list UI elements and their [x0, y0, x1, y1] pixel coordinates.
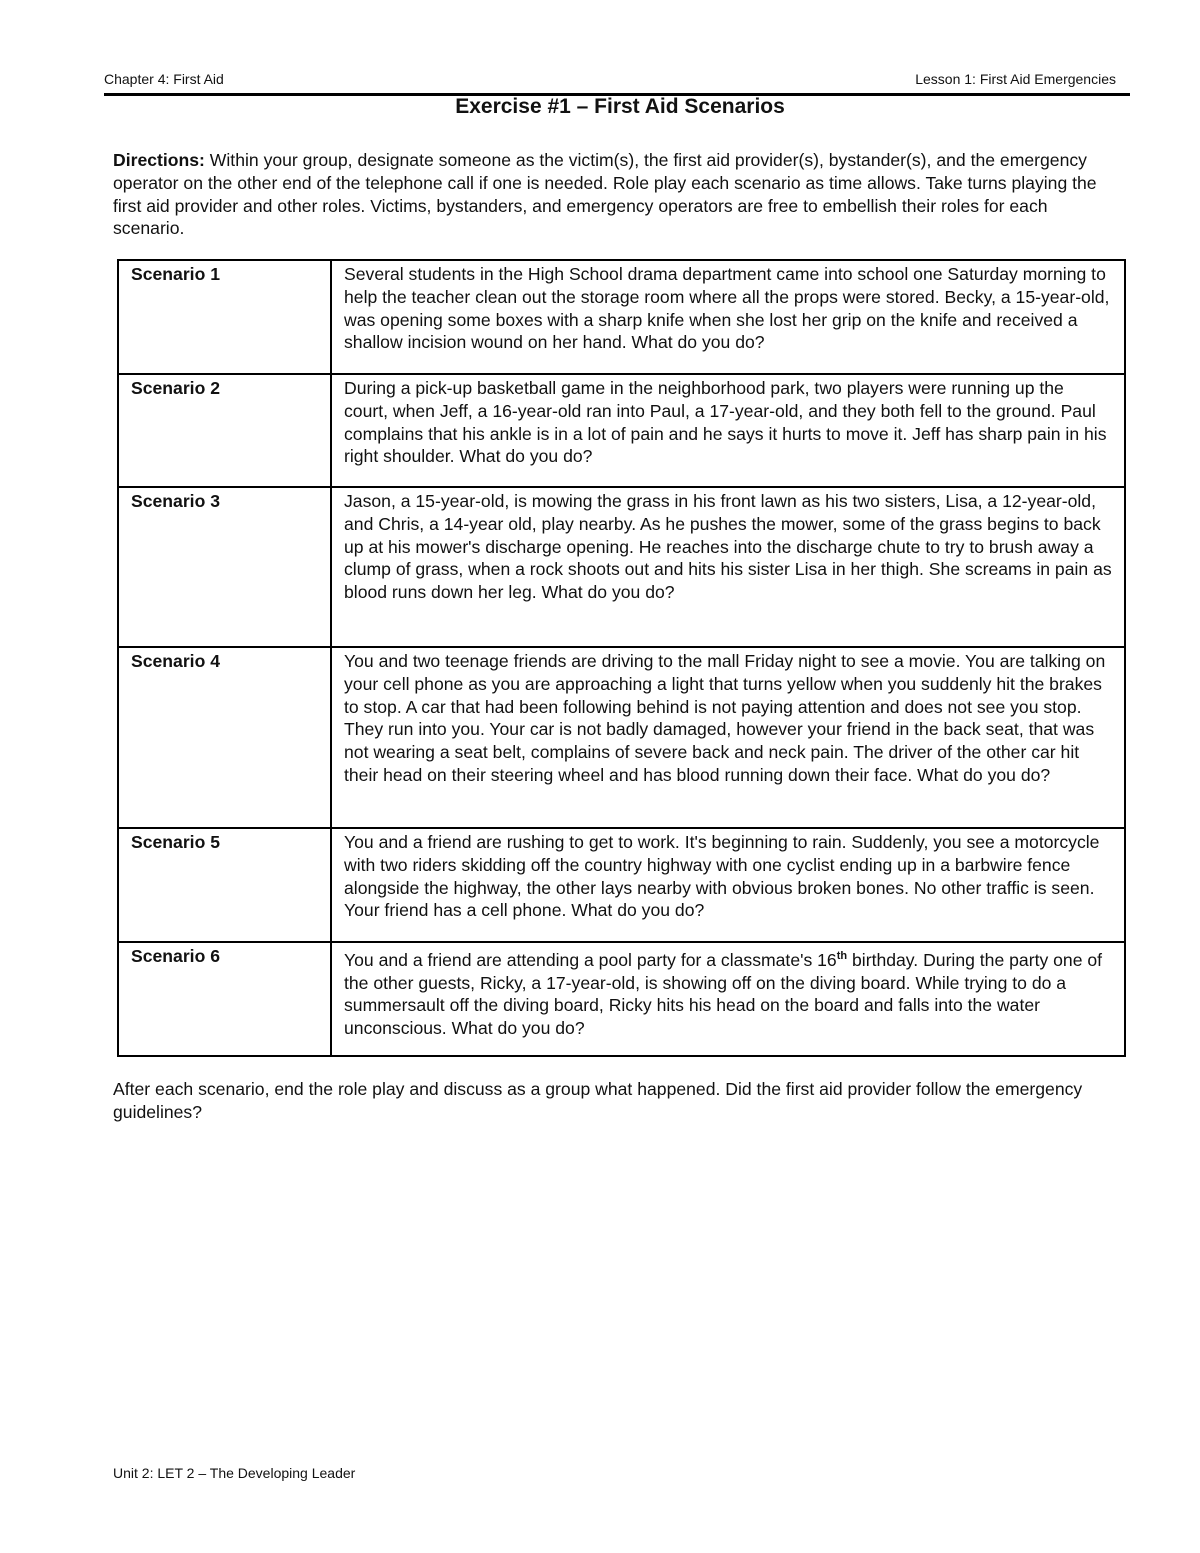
table-row — [118, 260, 1125, 374]
table-row — [118, 828, 1125, 942]
scenario-text-after: birthday. During the party one of the other guests, Ricky, a 17-year-old, is showing off on the diving board. While trying to do a summersault off the diving board, Ricky hits his head on the board and falls into the water unconscious. What do you do? — [344, 949, 1103, 1039]
directions-text: Within your group, designate someone as the victim(s), the first aid provider(s), bystander(s), and the emergency operator on the other end of the telephone call if one is needed. Role play each scenario as time allows. Take turns playing the first aid provider and other roles. Victims, bystanders, and emergency operators are free to embellish their roles for each scenario. — [113, 150, 1097, 239]
scenario-table — [117, 259, 1126, 1057]
page-footer: Unit 2: LET 2 – The Developing Leader — [113, 1465, 356, 1481]
header-chapter: Chapter 4: First Aid — [104, 71, 224, 87]
scenario-text: Several students in the High School drama department came into school one Saturday morning to help the teacher clean out the storage room where all the props were stored. Becky, a 15-year-old, was opening some boxes with a sharp knife when she lost her grip on the knife and received a shallow incision wound on her hand. What do you do? — [331, 260, 1125, 374]
table-row — [118, 942, 1125, 1056]
scenario-text — [331, 942, 1125, 1056]
scenario-label: Scenario 4 — [118, 647, 331, 828]
scenario-text: You and a friend are rushing to get to work. It's beginning to rain. Suddenly, you see a motorcycle with two riders skidding off the country highway with one cyclist ending up in a barbwire fence alongside the highway, the other lays nearby with obvious broken bones. No other traffic is seen. Your friend has a cell phone. What do you do? — [331, 828, 1125, 942]
page-title: Exercise #1 – First Aid Scenarios — [455, 95, 785, 118]
after-paragraph: After each scenario, end the role play and discuss as a group what happened. Did the first aid provider follow the emergency guidelines? — [113, 1079, 1083, 1122]
ordinal-suffix: th — [836, 950, 848, 962]
scenario-label: Scenario 6 — [118, 942, 331, 1056]
scenario-label: Scenario 3 — [118, 487, 331, 647]
scenario-text-before: You and a friend are attending a pool party for a classmate's 16 — [344, 949, 837, 970]
table-row — [118, 487, 1125, 647]
table-row — [118, 374, 1125, 487]
page-header — [104, 71, 1130, 96]
header-lesson: Lesson 1: First Aid Emergencies — [915, 71, 1116, 87]
scenario-text: You and two teenage friends are driving to the mall Friday night to see a movie. You are talking on your cell phone as you are approaching a light that turns yellow when you suddenly hit the brakes to stop. A car that had been following behind is not paying attention and does not see you stop. They run into you. Your car is not badly damaged, however your friend in the back seat, that was not wearing a seat belt, complains of severe back and neck pain. The driver of the other car hit their head on their steering wheel and has blood running down their face. What do you do? — [331, 647, 1125, 828]
scenario-text: Jason, a 15-year-old, is mowing the grass in his front lawn as his two sisters, Lisa, a 12-year-old, and Chris, a 14-year old, play nearby. As he pushes the mower, some of the grass begins to back up at his mower's discharge opening. He reaches into the discharge chute to try to brush away a clump of grass, when a rock shoots out and hits his sister Lisa in her thigh. She screams in pain as blood runs down her leg. What do you do? — [331, 487, 1125, 647]
scenario-label: Scenario 2 — [118, 374, 331, 487]
scenario-label: Scenario 1 — [118, 260, 331, 374]
scenario-text: During a pick-up basketball game in the neighborhood park, two players were running up the court, when Jeff, a 16-year-old ran into Paul, a 17-year-old, and they both fell to the ground. Paul complains that his ankle is in a lot of pain and he says it hurts to move it. Jeff has sharp pain in his right shoulder. What do you do? — [331, 374, 1125, 487]
directions-label: Directions: — [113, 150, 205, 170]
scenario-label: Scenario 5 — [118, 828, 331, 942]
directions-paragraph — [113, 149, 1123, 240]
table-row — [118, 647, 1125, 828]
